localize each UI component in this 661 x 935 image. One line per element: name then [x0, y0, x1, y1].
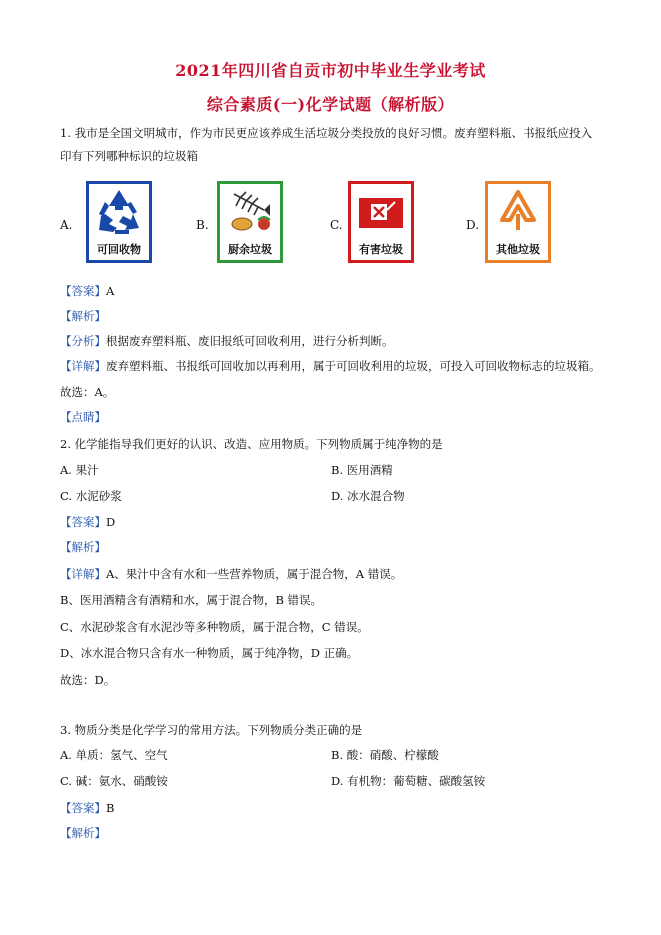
q1-stem-line-1: 1. 我市是全国文明城市，作为市民更应该养成生活垃圾分类投放的良好习惯。废弃塑料瓶、书报纸应投入	[60, 126, 593, 140]
hazard-icon	[351, 184, 411, 240]
answer-tag: 【答案】	[60, 284, 106, 298]
q3-analysis-tag: 【解析】	[60, 826, 106, 840]
q2-xiangjie-line-4: D、冰水混合物只含有水一种物质，属于纯净物，D 正确。	[60, 646, 359, 660]
q1-conclusion: 故选：A。	[60, 385, 115, 399]
other-waste-icon	[488, 184, 548, 240]
q2-option-b: B. 医用酒精	[331, 463, 393, 477]
answer-value: D	[106, 515, 116, 529]
q2-conclusion: 故选：D。	[60, 673, 116, 687]
q3-option-a: A. 单质：氢气、空气	[60, 748, 168, 762]
recyclable-bin-icon	[86, 181, 152, 263]
q1-dianjing-tag: 【点睛】	[60, 410, 106, 424]
bin-caption: 有害垃圾	[359, 243, 403, 256]
answer-value: B	[106, 801, 115, 815]
q3-option-d: D. 有机物：葡萄糖、碳酸氢铵	[331, 774, 486, 788]
q1-stem-line-2: 印有下列哪种标识的垃圾箱	[60, 149, 198, 163]
q2-xiangjie-line-3: C、水泥砂浆含有水泥沙等多种物质，属于混合物，C 错误。	[60, 620, 369, 634]
answer-tag: 【答案】	[60, 515, 106, 529]
q1-answer	[60, 283, 114, 299]
kitchen-waste-bin-icon	[217, 181, 283, 263]
bin-caption: 可回收物	[97, 243, 141, 256]
q2-option-c: C. 水泥砂浆	[60, 489, 122, 503]
answer-value: A	[106, 284, 115, 298]
fish-bone-icon	[220, 184, 280, 240]
q2-analysis-tag: 【解析】	[60, 540, 106, 554]
xiangjie-tag: 【详解】	[60, 567, 106, 581]
q1-analysis-tag: 【解析】	[60, 309, 106, 323]
q2-answer	[60, 514, 115, 530]
q3-option-c: C. 碱：氨水、硝酸铵	[60, 774, 168, 788]
q2-option-a: A. 果汁	[60, 463, 99, 477]
q2-xiangjie-line-2: B、医用酒精含有酒精和水，属于混合物，B 错误。	[60, 593, 323, 607]
document-title: 2021年四川省自贡市初中毕业生学业考试	[175, 61, 486, 80]
q1-option-c-letter: C.	[330, 218, 343, 232]
fenxi-tag: 【分析】	[60, 334, 106, 348]
answer-tag: 【答案】	[60, 801, 106, 815]
bin-caption: 其他垃圾	[496, 243, 540, 256]
hazardous-waste-bin-icon	[348, 181, 414, 263]
q2-stem: 2. 化学能指导我们更好的认识、改造、应用物质。下列物质属于纯净物的是	[60, 437, 443, 451]
bin-caption: 厨余垃圾	[228, 243, 272, 256]
xiangjie-tag: 【详解】	[60, 359, 106, 373]
q2-xiangjie-line-1: 【详解】A、果汁中含有水和一些营养物质，属于混合物，A 错误。	[60, 567, 403, 581]
q2-option-d: D. 冰水混合物	[331, 489, 405, 503]
q1-option-d-letter: D.	[466, 218, 480, 232]
q1-option-b-letter: B.	[196, 218, 209, 232]
q3-option-b: B. 酸：硝酸、柠檬酸	[331, 748, 439, 762]
q3-answer	[60, 800, 114, 816]
q3-stem: 3. 物质分类是化学学习的常用方法。下列物质分类正确的是	[60, 723, 363, 737]
document-subtitle: 综合素质(一)化学试题（解析版）	[206, 95, 455, 114]
other-waste-bin-icon	[485, 181, 551, 263]
q1-option-a-letter: A.	[60, 218, 73, 232]
recycle-icon	[89, 184, 149, 240]
q1-xiangjie: 【详解】废弃塑料瓶、书报纸可回收加以再利用，属于可回收利用的垃圾，可投入可回收物标志的垃圾箱。	[60, 359, 601, 373]
q1-fenxi: 【分析】根据废弃塑料瓶、废旧报纸可回收利用，进行分析判断。	[60, 334, 394, 348]
